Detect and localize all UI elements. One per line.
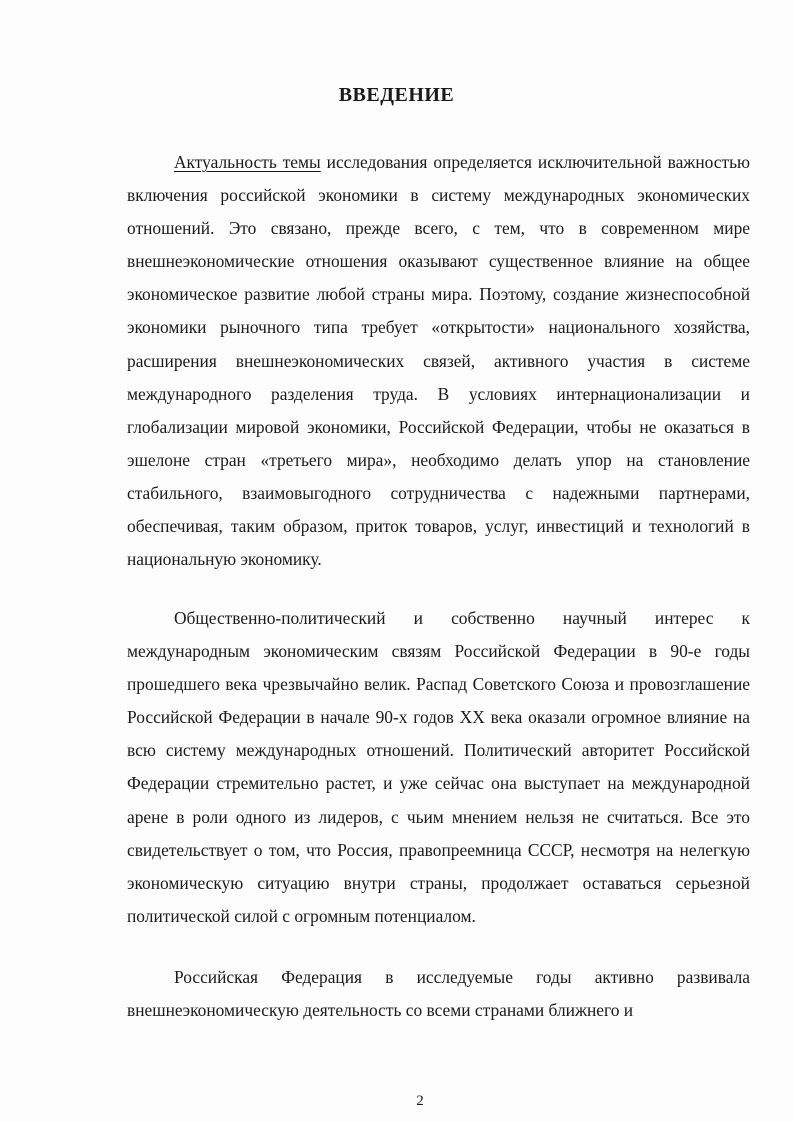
page-title: ВВЕДЕНИЕ bbox=[338, 84, 455, 106]
paragraph-interest bbox=[127, 602, 750, 933]
paragraph-text: Общественно-политический и собственно научный интерес к международным экономическим связям Российской Федерации в 90-е годы прошедшего века чрезвычайно велик. Распад Советского Союза и провозглашение Российской Федерации в начале 90-х годов XX века оказали огромное влияние на всю систему международных отношений. Политический авторитет Российской Федерации стремительно растет, и уже сейчас она выступает на международной арене в роли одного из лидеров, с чьим мнением нельзя не считаться. Все это свидетельствует о том, что Россия, правопреемница СССР, несмотря на нелегкую экономическую ситуацию внутри страны, продолжает оставаться серьезной политической силой с огромным потенциалом. bbox=[127, 608, 750, 926]
paragraph-text bbox=[127, 146, 750, 576]
page-number: 2 bbox=[416, 1093, 424, 1109]
paragraph-foreign-activity bbox=[127, 961, 750, 1027]
paragraph-relevance bbox=[127, 146, 750, 576]
underlined-lead: Актуальность темы bbox=[174, 152, 321, 172]
paragraph-text: Российская Федерация в исследуемые годы активно развивала внешнеэкономическую деятельность со всеми странами ближнего и bbox=[127, 967, 750, 1021]
paragraph-body: исследования определяется исключительной важностью включения российской экономики в систему международных экономических отношений. Это связано, прежде всего, с тем, что в современном мире внешнеэкономические отношения оказывают существенное влияние на общее экономическое развитие любой страны мира. Поэтому, создание жизнеспособной экономики рыночного типа требует «открытости» национального хозяйства, расширения внешнеэкономических связей, активного участия в системе международного разделения труда. В условиях интернационализации и глобализации мировой экономики, Российской Федерации, чтобы не оказаться в эшелоне стран «третьего мира», необходимо делать упор на становление стабильного, взаимовыгодного сотрудничества с надежными партнерами, обеспечивая, таким образом, приток товаров, услуг, инвестиций и технологий в национальную экономику. bbox=[127, 152, 750, 570]
